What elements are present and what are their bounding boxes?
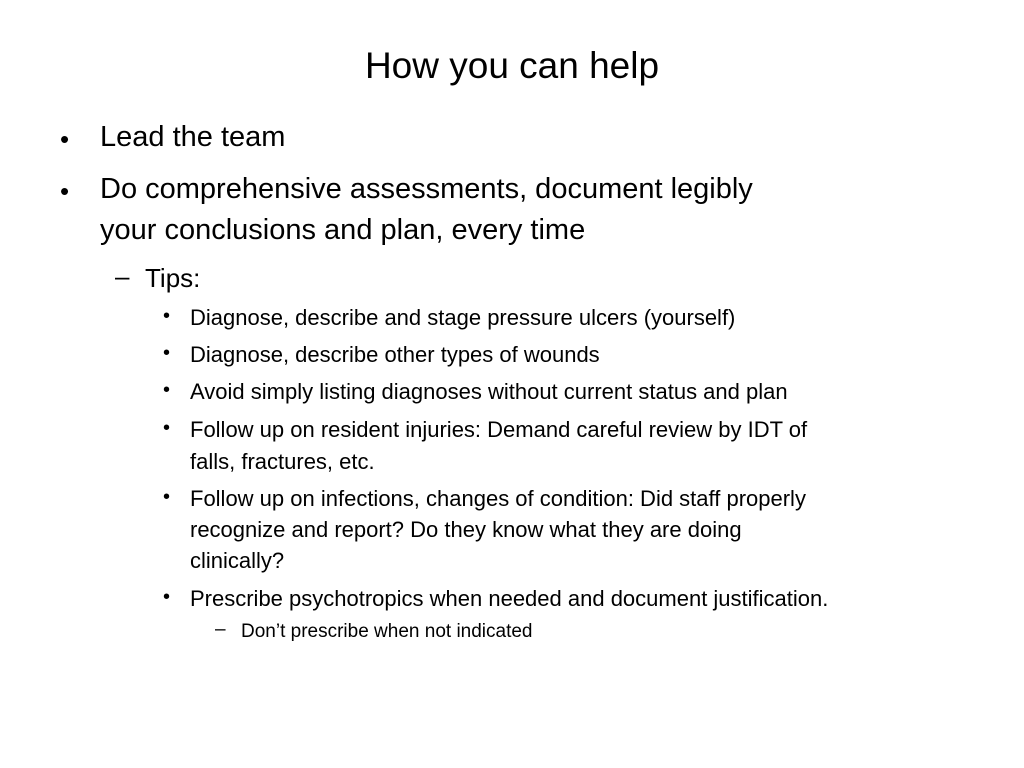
sub-bullet-text: Tips: (145, 263, 201, 293)
tip-text: Diagnose, describe other types of wounds (190, 342, 600, 367)
bullet-text-line1: Do comprehensive assessments, document legibly (100, 173, 753, 205)
bullet-text: Lead the team (100, 121, 286, 153)
tip-text-line1: Follow up on resident injuries: Demand careful review by IDT of (190, 417, 808, 442)
bullet-marker: • (163, 305, 171, 327)
tip-text-line1: Follow up on infections, changes of condition: Did staff properly (190, 486, 806, 511)
tip-text: Diagnose, describe and stage pressure ulcers (yourself) (190, 305, 736, 330)
tip-text: Prescribe psychotropics when needed and document justification. (190, 586, 829, 611)
dash-marker: – (215, 619, 226, 640)
dash-marker: – (115, 261, 130, 291)
bullet-marker: • (163, 342, 171, 364)
tip-text-line2: recognize and report? Do they know what they are doing (190, 517, 742, 542)
sub-tip-text: Don’t prescribe when not indicated (241, 621, 533, 642)
bullet-marker: • (163, 379, 171, 401)
bullet-marker: • (163, 417, 171, 439)
tip-text-line2: falls, fractures, etc. (190, 449, 375, 474)
bullet-marker: • (60, 124, 70, 154)
bullet-marker: • (60, 176, 70, 206)
tip-text: Avoid simply listing diagnoses without current status and plan (190, 379, 788, 404)
slide-title: How you can help (364, 45, 660, 86)
bullet-marker: • (163, 486, 171, 508)
bullet-marker: • (163, 586, 171, 608)
bullet-text-line2: your conclusions and plan, every time (100, 214, 586, 246)
tip-text-line3: clinically? (190, 548, 285, 573)
